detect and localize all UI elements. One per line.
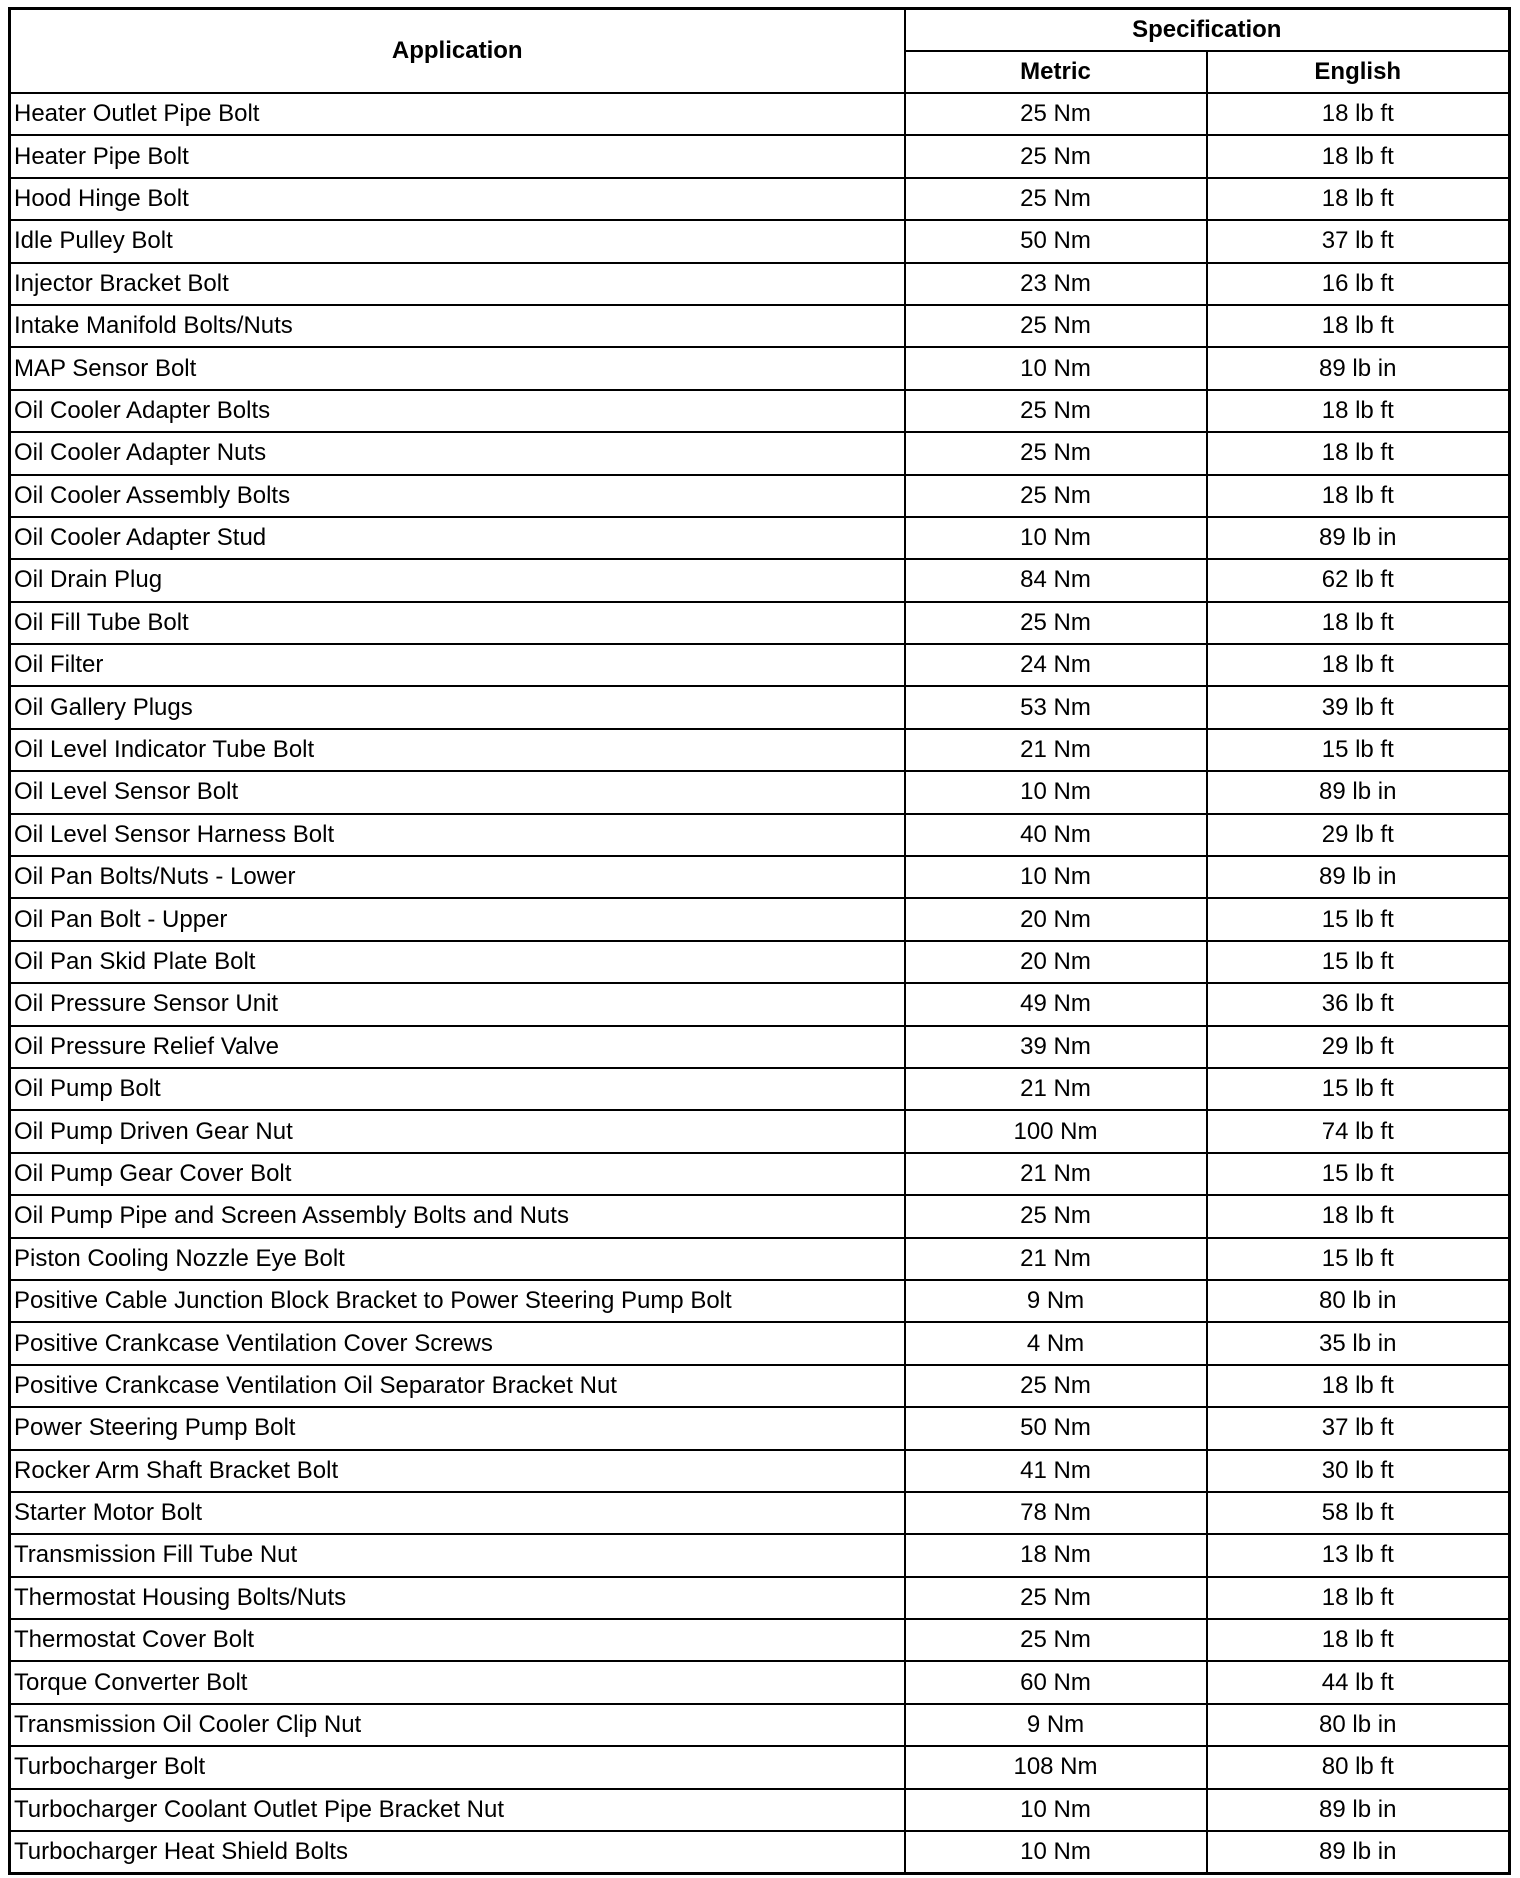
table-row [10,390,1510,432]
table-row [10,1280,1510,1322]
table-header [10,9,1510,94]
application-cell: Oil Pan Bolt - Upper [10,898,905,940]
metric-cell: 50 Nm [905,220,1207,262]
table-row [10,1238,1510,1280]
application-cell: Oil Pump Pipe and Screen Assembly Bolts and Nuts [10,1195,905,1237]
metric-cell: 20 Nm [905,898,1207,940]
english-cell: 15 lb ft [1207,898,1510,940]
table-row [10,941,1510,983]
english-cell: 15 lb ft [1207,729,1510,771]
metric-cell: 25 Nm [905,93,1207,135]
table-row [10,1068,1510,1110]
metric-cell: 25 Nm [905,305,1207,347]
english-cell: 18 lb ft [1207,390,1510,432]
table-row [10,1577,1510,1619]
metric-cell: 10 Nm [905,347,1207,389]
metric-cell: 9 Nm [905,1704,1207,1746]
table-row [10,1153,1510,1195]
english-cell: 18 lb ft [1207,178,1510,220]
table-row [10,1450,1510,1492]
table-row [10,1789,1510,1831]
metric-cell: 25 Nm [905,178,1207,220]
application-cell: Oil Pump Bolt [10,1068,905,1110]
application-cell: Power Steering Pump Bolt [10,1407,905,1449]
table-row [10,1026,1510,1068]
english-cell: 18 lb ft [1207,602,1510,644]
table-row [10,983,1510,1025]
table-row [10,1704,1510,1746]
table-row [10,432,1510,474]
metric-cell: 10 Nm [905,856,1207,898]
table-row [10,263,1510,305]
metric-cell: 25 Nm [905,1619,1207,1661]
metric-cell: 39 Nm [905,1026,1207,1068]
fastener-spec-sheet [8,7,1508,1875]
application-cell: Transmission Oil Cooler Clip Nut [10,1704,905,1746]
metric-cell: 100 Nm [905,1110,1207,1152]
application-cell: Oil Level Sensor Harness Bolt [10,814,905,856]
table-row [10,475,1510,517]
fastener-torque-table [8,7,1511,1875]
table-row [10,644,1510,686]
english-cell: 18 lb ft [1207,305,1510,347]
table-row [10,1534,1510,1576]
metric-cell: 40 Nm [905,814,1207,856]
table-row [10,1195,1510,1237]
english-column-header: English [1207,51,1510,93]
application-cell: Oil Level Sensor Bolt [10,771,905,813]
english-cell: 18 lb ft [1207,1365,1510,1407]
application-cell: Oil Level Indicator Tube Bolt [10,729,905,771]
application-cell: Heater Pipe Bolt [10,135,905,177]
application-cell: Oil Pan Bolts/Nuts - Lower [10,856,905,898]
table-row [10,771,1510,813]
application-cell: Turbocharger Coolant Outlet Pipe Bracket Nut [10,1789,905,1831]
english-cell: 13 lb ft [1207,1534,1510,1576]
table-row [10,729,1510,771]
metric-cell: 50 Nm [905,1407,1207,1449]
english-cell: 80 lb in [1207,1704,1510,1746]
english-cell: 30 lb ft [1207,1450,1510,1492]
english-cell: 89 lb in [1207,856,1510,898]
english-cell: 15 lb ft [1207,1238,1510,1280]
application-cell: Oil Cooler Adapter Nuts [10,432,905,474]
metric-cell: 25 Nm [905,135,1207,177]
application-cell: Transmission Fill Tube Nut [10,1534,905,1576]
table-row [10,1110,1510,1152]
application-cell: Oil Cooler Adapter Stud [10,517,905,559]
metric-cell: 23 Nm [905,263,1207,305]
metric-column-header: Metric [905,51,1207,93]
application-cell: Heater Outlet Pipe Bolt [10,93,905,135]
metric-cell: 25 Nm [905,1577,1207,1619]
english-cell: 58 lb ft [1207,1492,1510,1534]
english-cell: 62 lb ft [1207,559,1510,601]
metric-cell: 10 Nm [905,1789,1207,1831]
table-row [10,93,1510,135]
english-cell: 89 lb in [1207,517,1510,559]
application-cell: Torque Converter Bolt [10,1661,905,1703]
application-cell: Starter Motor Bolt [10,1492,905,1534]
english-cell: 89 lb in [1207,1831,1510,1874]
english-cell: 36 lb ft [1207,983,1510,1025]
table-row [10,1661,1510,1703]
table-row [10,347,1510,389]
table-row [10,1492,1510,1534]
metric-cell: 49 Nm [905,983,1207,1025]
table-row [10,135,1510,177]
application-cell: Turbocharger Bolt [10,1746,905,1788]
application-cell: Intake Manifold Bolts/Nuts [10,305,905,347]
english-cell: 16 lb ft [1207,263,1510,305]
application-column-header: Application [10,9,905,94]
metric-cell: 24 Nm [905,644,1207,686]
metric-cell: 25 Nm [905,432,1207,474]
metric-cell: 25 Nm [905,1365,1207,1407]
header-row-top [10,9,1510,52]
metric-cell: 4 Nm [905,1322,1207,1364]
metric-cell: 10 Nm [905,771,1207,813]
table-row [10,898,1510,940]
table-row [10,517,1510,559]
application-cell: Oil Fill Tube Bolt [10,602,905,644]
table-row [10,856,1510,898]
metric-cell: 25 Nm [905,1195,1207,1237]
table-row [10,814,1510,856]
english-cell: 89 lb in [1207,1789,1510,1831]
table-body [10,93,1510,1874]
english-cell: 35 lb in [1207,1322,1510,1364]
application-cell: Positive Crankcase Ventilation Cover Screws [10,1322,905,1364]
english-cell: 18 lb ft [1207,1619,1510,1661]
metric-cell: 21 Nm [905,1068,1207,1110]
table-row [10,686,1510,728]
specification-column-header: Specification [905,9,1510,52]
metric-cell: 84 Nm [905,559,1207,601]
english-cell: 18 lb ft [1207,475,1510,517]
metric-cell: 41 Nm [905,1450,1207,1492]
application-cell: Positive Crankcase Ventilation Oil Separator Bracket Nut [10,1365,905,1407]
table-row [10,1746,1510,1788]
application-cell: Positive Cable Junction Block Bracket to Power Steering Pump Bolt [10,1280,905,1322]
metric-cell: 10 Nm [905,517,1207,559]
metric-cell: 60 Nm [905,1661,1207,1703]
application-cell: Thermostat Housing Bolts/Nuts [10,1577,905,1619]
table-row [10,1365,1510,1407]
english-cell: 89 lb in [1207,347,1510,389]
english-cell: 89 lb in [1207,771,1510,813]
application-cell: Oil Pressure Relief Valve [10,1026,905,1068]
english-cell: 18 lb ft [1207,135,1510,177]
english-cell: 80 lb in [1207,1280,1510,1322]
table-row [10,1831,1510,1874]
english-cell: 74 lb ft [1207,1110,1510,1152]
table-row [10,1619,1510,1661]
metric-cell: 10 Nm [905,1831,1207,1874]
application-cell: Oil Drain Plug [10,559,905,601]
metric-cell: 18 Nm [905,1534,1207,1576]
table-row [10,1407,1510,1449]
application-cell: Oil Gallery Plugs [10,686,905,728]
english-cell: 37 lb ft [1207,1407,1510,1449]
metric-cell: 25 Nm [905,390,1207,432]
application-cell: Hood Hinge Bolt [10,178,905,220]
application-cell: Oil Pressure Sensor Unit [10,983,905,1025]
table-row [10,1322,1510,1364]
english-cell: 18 lb ft [1207,1195,1510,1237]
application-cell: Turbocharger Heat Shield Bolts [10,1831,905,1874]
english-cell: 80 lb ft [1207,1746,1510,1788]
application-cell: Oil Pump Gear Cover Bolt [10,1153,905,1195]
metric-cell: 9 Nm [905,1280,1207,1322]
application-cell: MAP Sensor Bolt [10,347,905,389]
english-cell: 18 lb ft [1207,93,1510,135]
metric-cell: 53 Nm [905,686,1207,728]
application-cell: Rocker Arm Shaft Bracket Bolt [10,1450,905,1492]
english-cell: 15 lb ft [1207,1153,1510,1195]
english-cell: 29 lb ft [1207,814,1510,856]
application-cell: Thermostat Cover Bolt [10,1619,905,1661]
application-cell: Oil Pump Driven Gear Nut [10,1110,905,1152]
application-cell: Injector Bracket Bolt [10,263,905,305]
table-row [10,559,1510,601]
table-row [10,305,1510,347]
application-cell: Oil Cooler Adapter Bolts [10,390,905,432]
metric-cell: 20 Nm [905,941,1207,983]
english-cell: 15 lb ft [1207,1068,1510,1110]
table-row [10,220,1510,262]
english-cell: 18 lb ft [1207,1577,1510,1619]
application-cell: Idle Pulley Bolt [10,220,905,262]
metric-cell: 25 Nm [905,475,1207,517]
english-cell: 15 lb ft [1207,941,1510,983]
table-row [10,178,1510,220]
metric-cell: 108 Nm [905,1746,1207,1788]
metric-cell: 78 Nm [905,1492,1207,1534]
table-row [10,602,1510,644]
english-cell: 29 lb ft [1207,1026,1510,1068]
metric-cell: 21 Nm [905,729,1207,771]
english-cell: 39 lb ft [1207,686,1510,728]
metric-cell: 25 Nm [905,602,1207,644]
english-cell: 18 lb ft [1207,644,1510,686]
english-cell: 18 lb ft [1207,432,1510,474]
application-cell: Oil Pan Skid Plate Bolt [10,941,905,983]
metric-cell: 21 Nm [905,1238,1207,1280]
english-cell: 37 lb ft [1207,220,1510,262]
application-cell: Oil Cooler Assembly Bolts [10,475,905,517]
english-cell: 44 lb ft [1207,1661,1510,1703]
metric-cell: 21 Nm [905,1153,1207,1195]
application-cell: Oil Filter [10,644,905,686]
application-cell: Piston Cooling Nozzle Eye Bolt [10,1238,905,1280]
